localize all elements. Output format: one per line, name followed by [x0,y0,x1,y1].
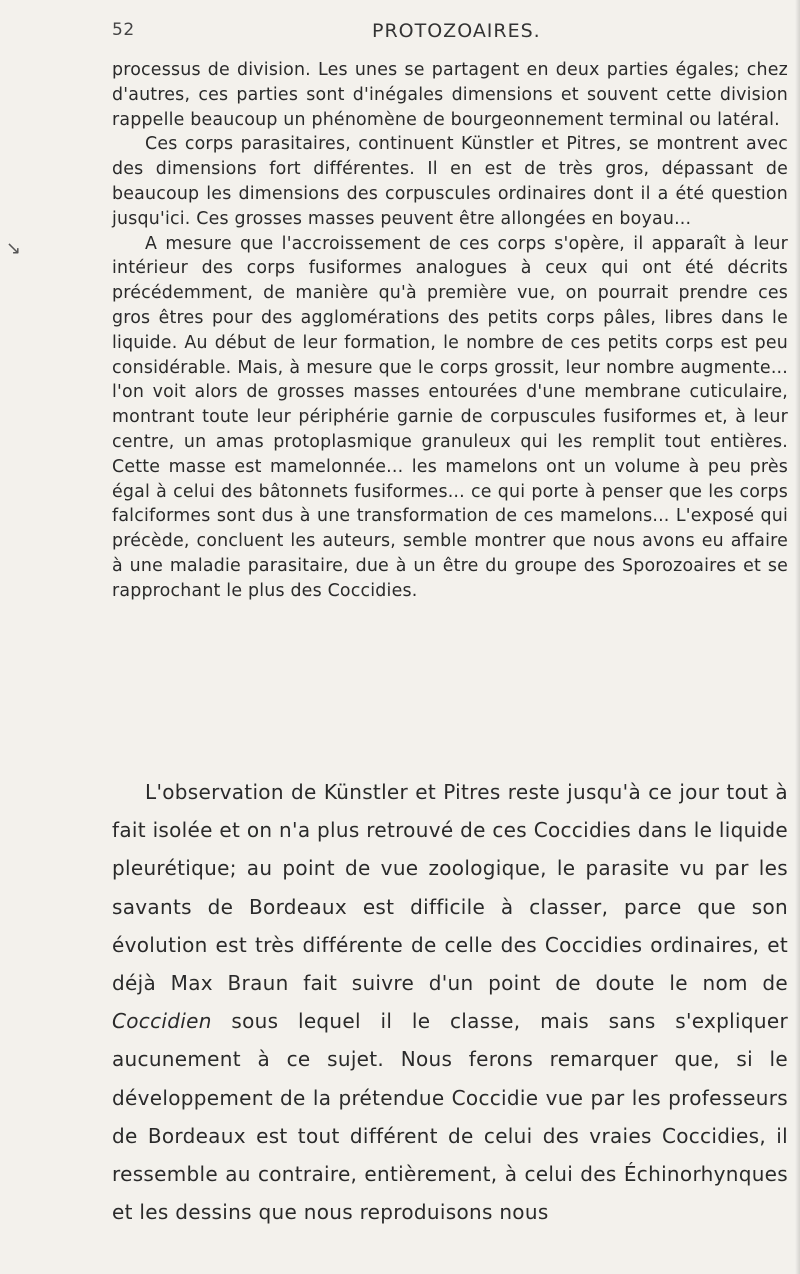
commentary-passage [112,773,788,1231]
margin-mark: ↘ [6,238,22,259]
running-title: PROTOZOAIRES. [372,20,541,42]
commentary-text-start: L'observation de Künstler et Pitres reste jusqu'à ce jour tout à fait isolée et on n'a plus retrouvé de ces Coccidies dans le liquide pleurétique; au point de vue zoologique, le parasite vu par les savants de Bordeaux est difficile à classer, parce que son évolution est très différente de celle des Coccidies ordinaires, et déjà Max Braun fait suivre d'un point de doute le nom de [112,780,788,996]
page-edge-shadow [795,0,800,1274]
quoted-passage [112,58,788,604]
paragraph-1: processus de division. Les unes se partagent en deux parties égales; chez d'autres, ces parties sont d'inégales dimensions et souvent cette division rappelle beaucoup un phénomène de bourgeonnement terminal ou latéral. [112,60,788,130]
page-header [112,20,792,50]
paragraph-2: Ces corps parasitaires, continuent Künstler et Pitres, se montrent avec des dimensions fort différentes. Il en est de très gros, dépassant de beaucoup les dimensions des corpuscules ordinaires dont il a été question jusqu'ici. Ces grosses masses peuvent être allongées en boyau... [112,134,788,229]
page-number: 52 [112,20,135,40]
commentary-paragraph [112,773,788,1231]
commentary-text-end: sous lequel il le classe, mais sans s'expliquer aucunement à ce sujet. Nous ferons remarquer que, si le développement de la prétendue Coccidie vue par les professeurs de Bordeaux est tout différent de celui des vraies Coccidies, il ressemble au contraire, entièrement, à celui des Échinorhynques et les dessins que nous reproduisons nous [112,1009,788,1225]
paragraph-3: A mesure que l'accroissement de ces corps s'opère, il apparaît à leur intérieur des corps fusiformes analogues à ceux qui ont été décrits précédemment, de manière qu'à première vue, on pourrait prendre ces gros êtres pour des agglomérations des petits corps pâles, libres dans le liquide. Au début de leur formation, le nombre de ces petits corps est peu considérable. Mais, à mesure que le corps grossit, leur nombre augmente... l'on voit alors de grosses masses entourées d'une membrane cuticulaire, montrant toute leur périphérie garnie de corpuscules fusiformes et, à leur centre, un amas protoplasmique granuleux qui les remplit tout entières. Cette masse est mamelonnée... les mamelons ont un volume à peu près égal à celui des bâtonnets fusiformes... ce qui porte à penser que les corps falciformes sont dus à une transformation de ces mamelons... L'exposé qui précède, concluent les auteurs, semble montrer que nous avons eu affaire à une maladie parasitaire, due à un être du groupe des Sporozoaires et se rapprochant le plus des Coccidies. [112,233,788,601]
italic-term: Coccidien [112,1009,212,1034]
